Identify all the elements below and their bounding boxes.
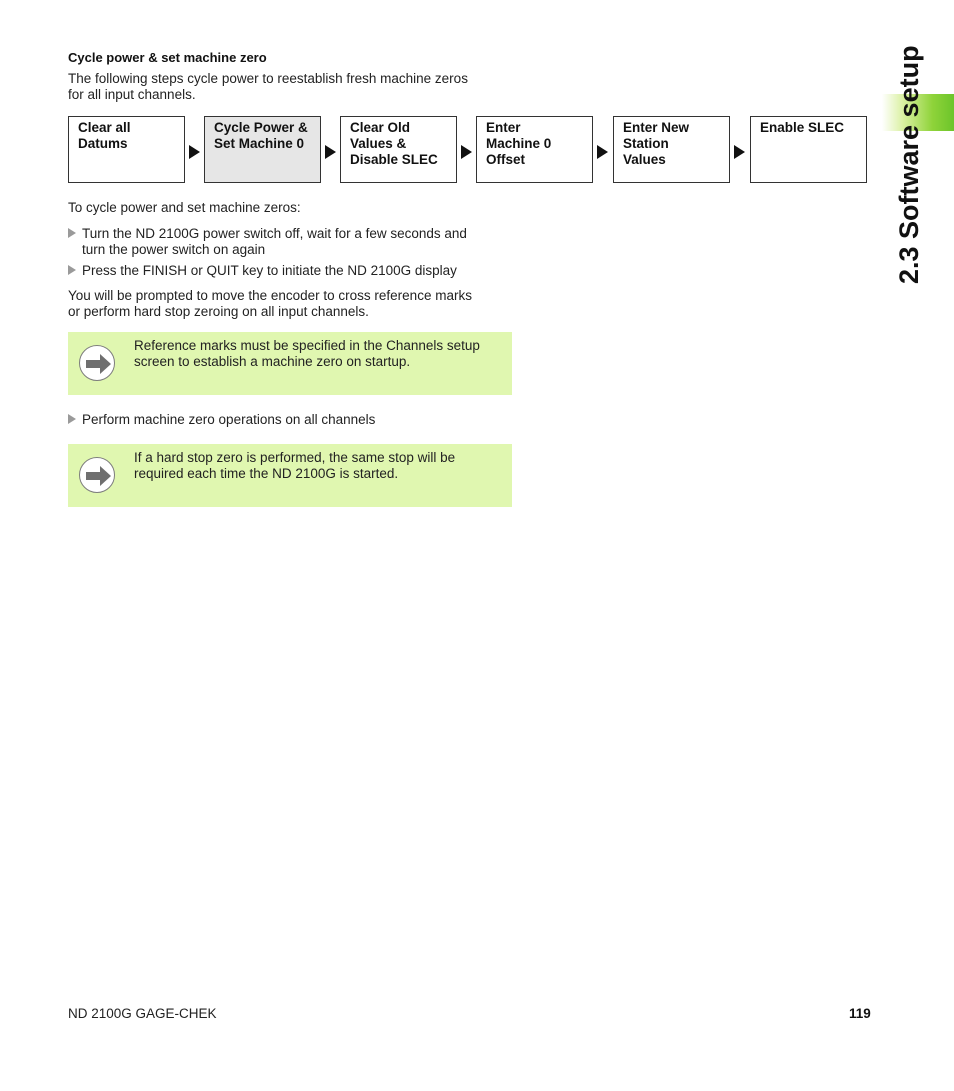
- bullet-text: [82, 263, 457, 279]
- flow-arrow-icon: [189, 145, 200, 159]
- bullet-line: Press the FINISH or QUIT key to initiate the ND 2100G display: [82, 263, 457, 278]
- flow-step-clear-all-datums: [68, 116, 185, 183]
- flow-arrow-icon: [461, 145, 472, 159]
- intro-line: for all input channels.: [68, 87, 196, 102]
- flow-arrow-icon: [597, 145, 608, 159]
- bullet-text: [82, 412, 375, 428]
- flow-step-label: Datums: [78, 136, 128, 151]
- footer-product-name: ND 2100G GAGE-CHEK: [68, 1006, 217, 1021]
- note-text: [134, 450, 455, 482]
- flow-step-cycle-power: [204, 116, 321, 183]
- note-box: [68, 444, 512, 507]
- arrow-right-icon: [79, 345, 115, 381]
- flow-step-enter-machine-offset: [476, 116, 593, 183]
- bullet-item: [68, 226, 518, 260]
- flow-step-clear-old-values: [340, 116, 457, 183]
- flow-step-label: Offset: [486, 152, 526, 167]
- flow-step-label: Clear Old: [350, 120, 411, 135]
- prompt-line: You will be prompted to move the encoder to cross reference marks: [68, 288, 472, 303]
- arrow-right-icon: [79, 457, 115, 493]
- flow-arrow-icon: [325, 145, 336, 159]
- note-box: [68, 332, 512, 395]
- intro-line: The following steps cycle power to reestablish fresh machine zeros: [68, 71, 468, 86]
- flow-step-label: Enter New: [623, 120, 690, 135]
- bullet-triangle-icon: [68, 265, 76, 275]
- bullet-item: [68, 263, 518, 281]
- flow-step-enter-station-values: [613, 116, 730, 183]
- cycle-intro-text: To cycle power and set machine zeros:: [68, 200, 301, 215]
- bullet-triangle-icon: [68, 414, 76, 424]
- flow-step-label: Enable SLEC: [760, 120, 845, 135]
- note-text: [134, 338, 480, 370]
- footer-page-number: 119: [849, 1006, 871, 1021]
- bullet-item: [68, 412, 518, 430]
- bullet-line: turn the power switch on again: [82, 242, 266, 257]
- note-line: required each time the ND 2100G is started.: [134, 466, 399, 481]
- note-line: If a hard stop zero is performed, the same stop will be: [134, 450, 456, 465]
- prompt-paragraph: [68, 288, 472, 320]
- flow-step-enable-slec: [750, 116, 867, 183]
- flow-step-label: Station: [623, 136, 669, 151]
- flow-step-label: Cycle Power &: [214, 120, 308, 135]
- flow-step-label: Values &: [350, 136, 407, 151]
- bullet-line: Turn the ND 2100G power switch off, wait for a few seconds and: [82, 226, 467, 241]
- bullet-text: [82, 226, 467, 258]
- bullet-line: Perform machine zero operations on all channels: [82, 412, 376, 427]
- flow-step-label: Machine 0: [486, 136, 552, 151]
- flow-step-label: Clear all: [78, 120, 131, 135]
- note-line: Reference marks must be specified in the Channels setup: [134, 338, 480, 353]
- procedure-flow: [68, 116, 878, 186]
- flow-step-label: Values: [623, 152, 666, 167]
- flow-arrow-icon: [734, 145, 745, 159]
- flow-step-label: Disable SLEC: [350, 152, 438, 167]
- flow-step-label: Enter: [486, 120, 521, 135]
- flow-step-label: Set Machine 0: [214, 136, 305, 151]
- note-line: screen to establish a machine zero on startup.: [134, 354, 411, 369]
- bullet-triangle-icon: [68, 228, 76, 238]
- prompt-line: or perform hard stop zeroing on all input channels.: [68, 304, 369, 319]
- intro-paragraph: [68, 71, 518, 103]
- section-title: 2.3 Software setup: [894, 45, 924, 284]
- page-heading: Cycle power & set machine zero: [68, 50, 267, 65]
